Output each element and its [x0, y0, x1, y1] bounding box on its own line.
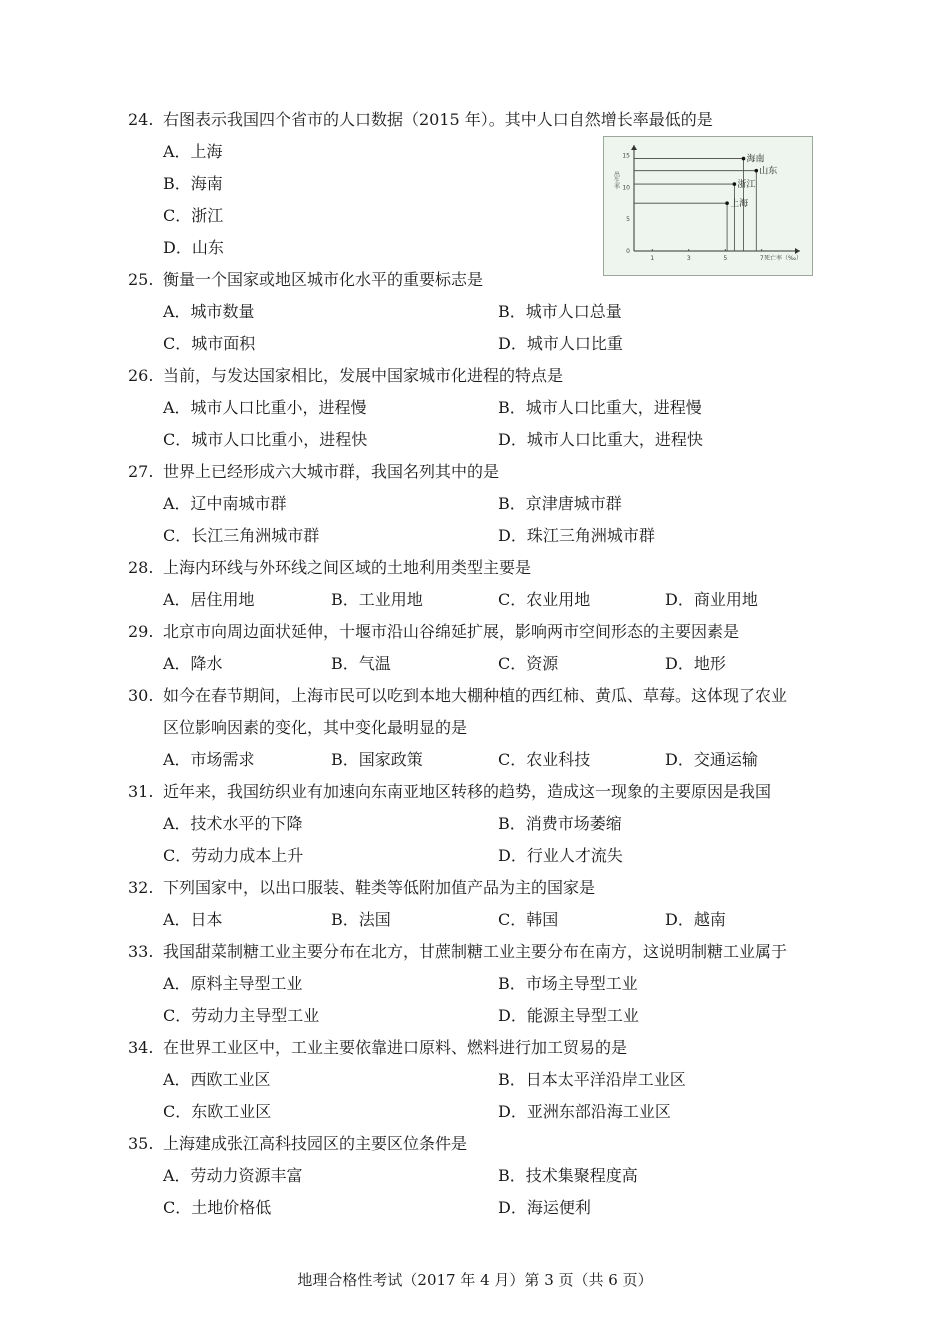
answer-option[interactable]: B．国家政策	[331, 750, 423, 769]
question-number: 30.	[128, 686, 154, 705]
answer-option[interactable]: D．城市人口比重	[498, 334, 623, 353]
data-point-label: 山东	[759, 166, 778, 177]
answer-option[interactable]: B．城市人口总量	[498, 302, 622, 321]
question-number: 27.	[128, 462, 154, 481]
answer-option[interactable]: B．海南	[163, 174, 223, 193]
answer-option[interactable]: A．城市数量	[163, 302, 255, 321]
question-text: 在世界工业区中，工业主要依靠进口原料、燃料进行加工贸易的是	[163, 1038, 628, 1057]
question-number: 28.	[128, 558, 154, 577]
x-tick-label: 5	[723, 255, 728, 262]
answer-option[interactable]: B．市场主导型工业	[498, 974, 638, 993]
y-tick-label: 10	[622, 184, 630, 192]
question-text: 我国甜菜制糖工业主要分布在北方，甘蔗制糖工业主要分布在南方，这说明制糖工业属于	[163, 942, 788, 961]
answer-option[interactable]: C．长江三角洲城市群	[163, 526, 320, 545]
question-text: 世界上已经形成六大城市群，我国名列其中的是	[163, 462, 500, 481]
answer-option[interactable]: D．山东	[163, 238, 224, 257]
question-text: 下列国家中，以出口服装、鞋类等低附加值产品为主的国家是	[163, 878, 596, 897]
answer-option[interactable]: C．农业用地	[498, 590, 591, 609]
answer-option[interactable]: A．日本	[163, 910, 223, 929]
y-tick-label: 5	[626, 216, 630, 224]
answer-option[interactable]: D．行业人才流失	[498, 846, 623, 865]
answer-option[interactable]: A．辽中南城市群	[163, 494, 287, 513]
population-chart	[603, 136, 813, 276]
answer-option[interactable]: B．京津唐城市群	[498, 494, 622, 513]
answer-option[interactable]: D．交通运输	[665, 750, 758, 769]
question-number: 31.	[128, 782, 154, 801]
answer-option[interactable]: A．技术水平的下降	[163, 814, 303, 833]
question-text: 区位影响因素的变化，其中变化最明显的是	[163, 718, 468, 737]
y-axis-arrow	[631, 145, 637, 150]
answer-option[interactable]: D．商业用地	[665, 590, 758, 609]
answer-option[interactable]: C．浙江	[163, 206, 224, 225]
answer-option[interactable]: D．海运便利	[498, 1198, 591, 1217]
question-text: 衡量一个国家或地区城市化水平的重要标志是	[163, 270, 484, 289]
answer-option[interactable]: D．城市人口比重大，进程快	[498, 430, 703, 449]
answer-option[interactable]: C．韩国	[498, 910, 559, 929]
question-text: 上海建成张江高科技园区的主要区位条件是	[163, 1134, 468, 1153]
answer-option[interactable]: C．东欧工业区	[163, 1102, 272, 1121]
answer-option[interactable]: A．城市人口比重小，进程慢	[163, 398, 367, 417]
data-point-label: 海南	[746, 154, 765, 165]
question-number: 34.	[128, 1038, 154, 1057]
data-point-海南	[742, 157, 746, 161]
answer-option[interactable]: A．降水	[163, 654, 223, 673]
answer-option[interactable]: D．能源主导型工业	[498, 1006, 639, 1025]
answer-option[interactable]: A．居住用地	[163, 590, 255, 609]
data-point-label: 上海	[730, 199, 749, 210]
answer-option[interactable]: D．地形	[665, 654, 726, 673]
answer-option[interactable]: C．城市面积	[163, 334, 256, 353]
x-axis-label: 死亡率（‰）	[764, 255, 803, 262]
answer-option[interactable]: B．日本太平洋沿岸工业区	[498, 1070, 686, 1089]
question-text: 如今在春节期间，上海市民可以吃到本地大棚种植的西红柿、黄瓜、草莓。这体现了农业	[163, 686, 788, 705]
question-text: 当前，与发达国家相比，发展中国家城市化进程的特点是	[163, 366, 564, 385]
y-tick-label: 15	[622, 152, 630, 160]
answer-option[interactable]: B．工业用地	[331, 590, 423, 609]
answer-option[interactable]: A．原料主导型工业	[163, 974, 303, 993]
y-axis-label: 出生率	[612, 171, 620, 189]
question-text: 上海内环线与外环线之间区域的土地利用类型主要是	[163, 558, 532, 577]
answer-option[interactable]: C．资源	[498, 654, 559, 673]
x-axis-arrow	[795, 248, 800, 254]
data-point-浙江	[733, 182, 737, 186]
x-tick-label: 1	[650, 255, 655, 262]
answer-option[interactable]: B．城市人口比重大，进程慢	[498, 398, 702, 417]
answer-option[interactable]: C．土地价格低	[163, 1198, 272, 1217]
answer-option[interactable]: A．西欧工业区	[163, 1070, 271, 1089]
y-tick-label: 0	[626, 248, 630, 255]
answer-option[interactable]: D．亚洲东部沿海工业区	[498, 1102, 671, 1121]
answer-option[interactable]: D．珠江三角洲城市群	[498, 526, 655, 545]
answer-option[interactable]: B．气温	[331, 654, 391, 673]
answer-option[interactable]: A．上海	[163, 142, 223, 161]
answer-option[interactable]: C．城市人口比重小，进程快	[163, 430, 368, 449]
question-number: 29.	[128, 622, 154, 641]
answer-option[interactable]: C．劳动力成本上升	[163, 846, 304, 865]
answer-option[interactable]: A．劳动力资源丰富	[163, 1166, 303, 1185]
population-chart-svg	[604, 137, 812, 275]
question-text: 北京市向周边面状延伸，十堰市沿山谷绵延扩展，影响两市空间形态的主要因素是	[163, 622, 740, 641]
x-tick-label: 3	[686, 255, 691, 262]
page-footer: 地理合格性考试（2017 年 4 月）第 3 页（共 6 页）	[297, 1271, 653, 1289]
question-number: 33.	[128, 942, 154, 961]
question-number: 35.	[128, 1134, 154, 1153]
question-text: 近年来，我国纺织业有加速向东南亚地区转移的趋势，造成这一现象的主要原因是我国	[163, 782, 772, 801]
question-text: 右图表示我国四个省市的人口数据（2015 年）。其中人口自然增长率最低的是	[163, 110, 713, 129]
answer-option[interactable]: B．法国	[331, 910, 391, 929]
answer-option[interactable]: B．消费市场萎缩	[498, 814, 622, 833]
question-number: 32.	[128, 878, 154, 897]
answer-option[interactable]: D．越南	[665, 910, 726, 929]
data-point-山东	[754, 169, 758, 173]
data-point-label: 浙江	[737, 180, 756, 191]
x-tick-label: 7	[759, 255, 764, 262]
question-number: 25.	[128, 270, 154, 289]
question-number: 24.	[128, 110, 154, 129]
answer-option[interactable]: C．农业科技	[498, 750, 591, 769]
answer-option[interactable]: B．技术集聚程度高	[498, 1166, 638, 1185]
answer-option[interactable]: A．市场需求	[163, 750, 255, 769]
question-number: 26.	[128, 366, 154, 385]
answer-option[interactable]: C．劳动力主导型工业	[163, 1006, 320, 1025]
data-point-上海	[725, 201, 729, 205]
